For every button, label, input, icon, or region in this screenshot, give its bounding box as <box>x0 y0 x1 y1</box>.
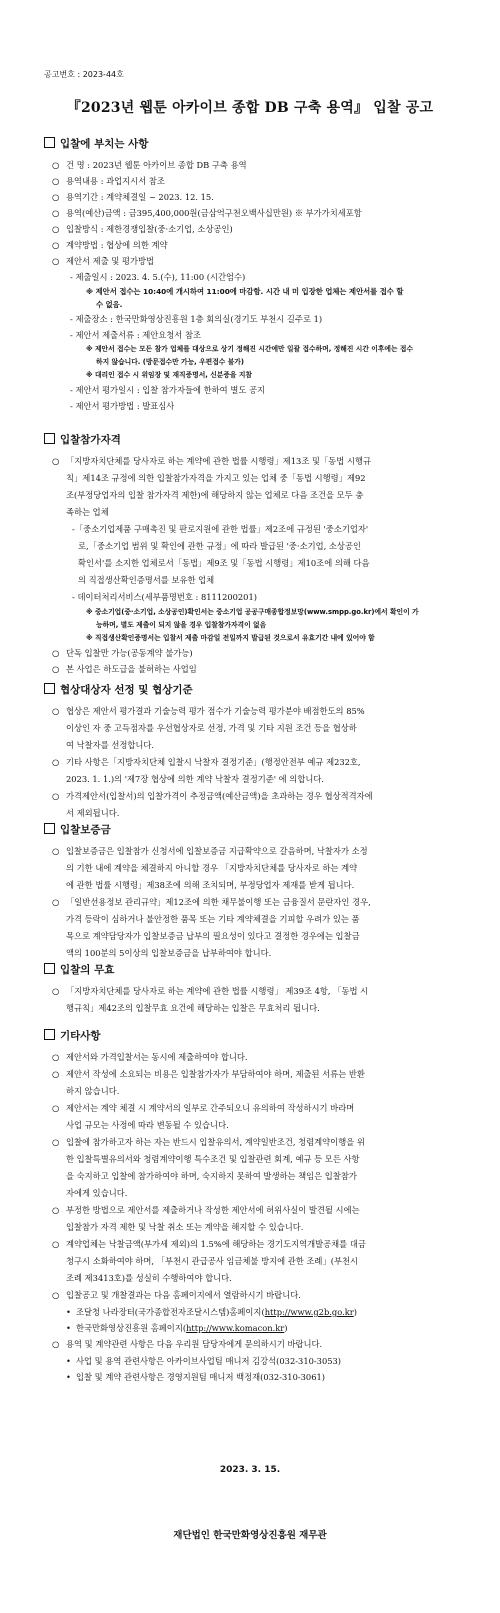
paragraph: 이상인 자 중 고득점자를 우선협상자로 선정, 가격 및 기타 지원 조건 등을 협상하 <box>66 723 357 733</box>
sub-item: 로,「중소기업 범위 및 확인에 관한 규정」에 따라 발급된 '중·소기업, 소상공인 <box>78 541 361 551</box>
note: 하지 않습니다. (방문접수만 가능, 우편접수 불가) <box>96 358 244 366</box>
paragraph: 행규칙」제42조의 입찰무효 요건에 해당하는 입찰은 무효처리 됩니다. <box>66 1003 320 1013</box>
list-item: ○ 본 사업은 하도급을 불허하는 사업임 <box>52 664 197 674</box>
note: ※ 제안서 접수는 모든 참가 업체를 대상으로 상기 정해진 시간에만 일괄 접수하며, 정해진 시간 이후에는 접수 <box>86 345 414 353</box>
section-heading: 기타사항 <box>44 1028 464 1043</box>
paragraph: 칙」제14조 규정에 의한 입찰참가자격을 가지고 있는 업체 중「동법 시행령」제92 <box>66 473 366 483</box>
paragraph: ○ 입찰공고 및 개찰결과는 다음 홈페이지에서 열람하시기 바랍니다. <box>52 1290 301 1300</box>
sub-item: - 제출일시 : 2023. 4. 5.(수), 11:00 (시간엄수) <box>70 272 246 282</box>
paragraph: ○ 용역 및 계약관련 사항은 다음 우리원 담당자에게 문의하시기 바랍니다. <box>52 1339 323 1349</box>
section-heading: 입찰의 무효 <box>44 962 464 977</box>
square-bullet-icon <box>44 823 55 834</box>
paragraph: 목으로 계약담당자가 입찰보증금 납부의 필요성이 있다고 결정한 경우에는 입찰금 <box>66 931 360 941</box>
section-heading: 협상대상자 선정 및 협상기준 <box>44 682 464 697</box>
square-bullet-icon <box>44 433 55 444</box>
sub-item: -「중소기업제품 구매촉진 및 판로지원에 관한 법률」제2조에 규정된 '중소기업자' <box>72 524 369 534</box>
paragraph: 청구시 소화하여야 하며, 「부천시 관급공사 임금체불 방지에 관한 조례」(부천시 <box>66 1256 359 1266</box>
paragraph: ○ 계약업체는 낙찰금액(부가세 제외)의 1.5%에 해당하는 경기도지역개발공채를 대금 <box>52 1239 366 1249</box>
paragraph: 하지 않습니다. <box>66 1086 120 1096</box>
list-item: ○ 계약방법 : 협상에 의한 계약 <box>52 240 168 250</box>
sub-item: - 제출장소 : 한국만화영상진흥원 1층 회의실(경기도 부천시 길주로 1) <box>70 314 323 324</box>
note: 능하며, 별도 제출이 되지 않을 경우 입찰참가자격이 없음 <box>96 621 267 629</box>
list-item: • 입찰 및 계약 관련사항은 경영지원팀 매니저 백정재(032-310-3061) <box>66 1372 326 1382</box>
paragraph: 가격 등락이 심하거나 불안정한 품목 또는 기타 계약체결을 기피할 우려가 있는 품 <box>66 914 360 924</box>
paragraph: ○ 「지방자치단체를 당사자로 하는 계약에 관한 법률 시행령」 제39조 4항, 「동법 시 <box>52 986 369 996</box>
paragraph: 을 숙지하고 입찰에 참가하여야 하며, 숙지하지 못하여 발생하는 책임은 입찰참가 <box>66 1171 357 1181</box>
paragraph: 조(부정당업자의 입찰 참가자격 제한)에 해당하지 않는 업체로 다음 조건을 모두 충 <box>66 490 364 500</box>
paragraph: ○ 제안서와 가격입찰서는 동시에 제출하여야 합니다. <box>52 1052 248 1062</box>
sub-item: - 제안서 제출서류 : 제안요청서 참조 <box>70 330 201 340</box>
list-item: ○ 입찰방식 : 제한경쟁입찰(중·소기업, 소상공인) <box>52 224 233 234</box>
paragraph: ○ 가격제안서(입찰서)의 입찰가격이 추정금액(예산금액)을 초과하는 경우 협상적격자에 <box>52 791 373 801</box>
sub-item: 의 직접생산확인증명서를 보유한 업체 <box>78 575 215 585</box>
issuing-organization: 재단법인 한국만화영상진흥원 재무관 <box>173 1530 327 1541</box>
list-item: ○ 제안서 제출 및 평가방법 <box>52 256 155 266</box>
paragraph: 서 제외됩니다. <box>66 808 120 818</box>
square-bullet-icon <box>44 963 55 974</box>
list-item: ○ 용역기간 : 계약체결일 ~ 2023. 12. 15. <box>52 192 214 202</box>
paragraph: ○ 입찰보증금은 입찰참가 신청서에 입찰보증금 지급확약으로 갈음하며, 낙찰자가 소정 <box>52 846 368 856</box>
paragraph: 족하는 업체 <box>66 507 109 517</box>
square-bullet-icon <box>44 1029 55 1040</box>
square-bullet-icon <box>44 137 55 148</box>
paragraph: 액의 100분의 5이상의 입찰보증금을 납부하여야 합니다. <box>66 948 272 958</box>
paragraph: ○ 「지방자치단체를 당사자로 하는 계약에 관한 법률 시행령」제13조 및「동법 시행규 <box>52 456 372 466</box>
paragraph: ○ 기타 사항은「지방자치단체 입찰시 낙찰자 결정기준」(행정안전부 예규 제232호, <box>52 757 361 767</box>
section-bid-invalid <box>44 962 464 1017</box>
paragraph: 에 관한 법률 시행령」제38조에 의해 조치되며, 부정당업자 제재를 받게 됩니다. <box>66 880 355 890</box>
list-item: ○ 용역내용 : 과업지시서 참조 <box>52 176 165 186</box>
list-item: ○ 단독 입찰만 가능(공동계약 불가능) <box>52 648 193 658</box>
section-heading: 입찰보증금 <box>44 822 464 837</box>
paragraph: 한 입찰특별유의서와 청렴계약이행 특수조건 및 입찰관련 회계, 예규 등 모든 사항 <box>66 1154 360 1164</box>
paragraph: ○ 협상은 제안서 평가결과 기술능력 평가 점수가 기술능력 평가분야 배점한도의 85% <box>52 706 365 716</box>
sub-item: - 데이터처리서비스(세부품명번호 : 8111200201) <box>72 592 257 602</box>
list-item: ○ 용역(예산)금액 : 금395,400,000원(금삼억구천오백사십만원) ※ 부가가치세포함 <box>52 208 362 218</box>
note: ※ 중소기업(중·소기업, 소상공인)확인서는 중소기업 공공구매종합정보망(www.smpp.go.kr)에서 확인이 가 <box>86 608 419 616</box>
paragraph: 입찰참가 자격 제한 및 낙찰 취소 또는 계약을 해지할 수 있습니다. <box>66 1222 304 1232</box>
section-bid-deposit <box>44 822 464 962</box>
note: 수 없음. <box>96 300 123 309</box>
list-item: • 사업 및 용역 관련사항은 아카이브사업팀 매니저 김강석(032-310-3053) <box>66 1356 342 1366</box>
section-eligibility <box>44 432 464 677</box>
list-item: • 조달청 나라장터(국가종합전자조달시스템)홈페이지(http://www.g2b.go.kr) <box>66 1307 357 1317</box>
paragraph: 자에게 있습니다. <box>66 1188 128 1198</box>
paragraph: ○ 부정한 방법으로 제안서를 제출하거나 작성한 제안서에 허위사실이 발견될 시에는 <box>52 1205 360 1215</box>
section-other-matters <box>44 1028 464 1385</box>
paragraph: 의 기한 내에 계약을 체결하지 아니할 경우 「지방자치단체를 당사자로 하는 계약 <box>66 863 358 873</box>
paragraph: 사업 규모는 사정에 따라 변동될 수 있습니다. <box>66 1120 229 1130</box>
paragraph: ○ 「일반선용정보 관리규약」제12조에 의한 채무불이행 또는 금융질서 문란자인 경우, <box>52 897 371 907</box>
note: ※ 대리인 접수 시 위임장 및 재직증명서, 신분증을 지참 <box>86 371 253 379</box>
sub-item: - 제안서 평가방법 : 발표심사 <box>70 401 175 411</box>
note: ※ 직접생산확인증명서는 입찰서 제출 마감일 전일까지 발급된 것으로서 유효기간 내에 있어야 함 <box>86 634 375 642</box>
section-heading: 입찰에 부치는 사항 <box>44 136 464 151</box>
komacon-link[interactable]: http://www.komacon.kr <box>186 1323 285 1333</box>
paragraph: 2023. 1. 1.)의 '제7장 협상에 의한 계약 낙찰자 결정기준' 에 의합니다. <box>66 774 324 784</box>
notice-number: 공고번호 : 2023-44호 <box>44 70 124 79</box>
paragraph: 여 낙찰자를 선정합니다. <box>66 740 155 750</box>
g2b-link[interactable]: http://www.g2b.go.kr <box>264 1307 354 1317</box>
paragraph: ○ 입찰에 참가하고자 하는 자는 반드시 입찰유의서, 계약일반조건, 청렴계약이행을 위 <box>52 1137 365 1147</box>
note: ※ 제안서 접수는 10:40에 개시하여 11:00에 마감함. 시간 내 미 입장한 업체는 제안서를 접수 할 <box>86 287 404 296</box>
paragraph: ○ 제안서는 계약 체결 시 계약서의 일부로 간주되오니 유의하여 작성하시기 바라며 <box>52 1103 355 1113</box>
sub-item: - 제안서 평가일시 : 입찰 참가자들에 한하여 별도 공지 <box>70 385 266 395</box>
section-negotiation <box>44 682 464 822</box>
list-item: • 한국만화영상진흥원 홈페이지(http://www.komacon.kr) <box>66 1323 288 1333</box>
paragraph: 조례 제3413호)를 성실히 수행하여야 합니다. <box>66 1273 232 1283</box>
paragraph: ○ 제안서 작성에 소요되는 비용은 입찰참가자가 부담하여야 하며, 제출된 서류는 반환 <box>52 1069 365 1079</box>
square-bullet-icon <box>44 683 55 694</box>
sub-item: 확인서'를 소지한 업체로서「동법」제9조 및「동법 시행령」제10조에 의해 다음 <box>78 558 370 568</box>
list-item: ○ 건 명 : 2023년 웹툰 아카이브 종합 DB 구축 용역 <box>52 160 247 170</box>
announcement-date: 2023. 3. 15. <box>219 1465 281 1475</box>
section-heading: 입찰참가자격 <box>44 432 464 447</box>
section-bid-items <box>44 136 464 414</box>
page-title: 『2023년 웹툰 아카이브 종합 DB 구축 용역』 입찰 공고 <box>66 100 434 116</box>
